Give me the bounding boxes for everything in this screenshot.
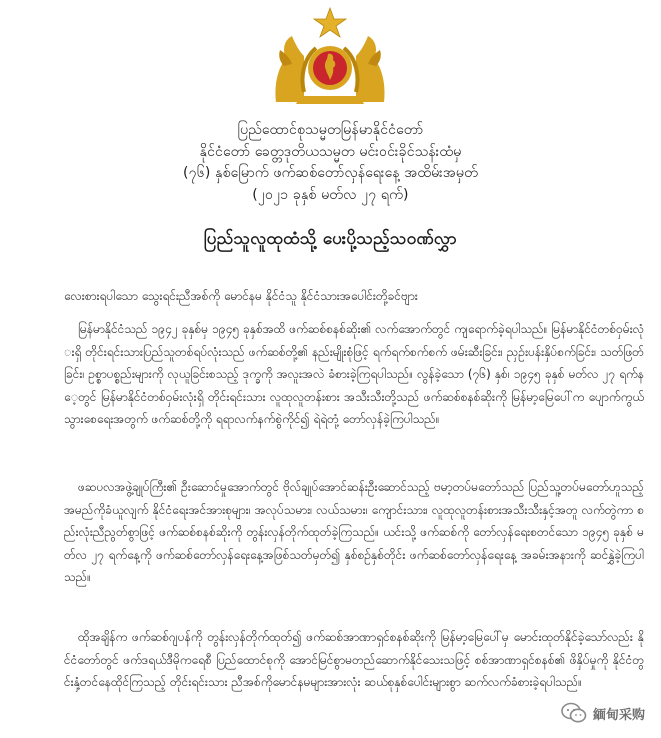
header-block (20, 120, 641, 206)
body-paragraph: မြန်မာနိုင်ငံသည် ၁၉၄၂ ခုနှစ်မှ ၁၉၄၅ ခုနှစ်အထိ ဖက်ဆစ်စနစ်ဆိုး၏ လက်အောက်တွင် ကျရောက်ခဲ့ရပါသည်။ မြန်မာနိုင်ငံတစ်ဝှမ်းလုံးရှိ တိုင်းရင်းသားပြည်သူတစ်ရပ်လုံးသည် ဖက်ဆစ်တို့၏ နည်းမျိုးစုံဖြင့် ရက်ရက်စက်စက် ဖမ်းဆီးခြင်း၊ ညှဉ်းပန်းနှိပ်စက်ခြင်း၊ သတ်ဖြတ်ခြင်း၊ ဥစ္စာပစ္စည်းများကို လုယူခြင်းစသည့် ဒုက္ခကို အလူးအလဲ ခံစားခဲ့ကြရပါသည်။ လွန်ခဲ့သော (၇၆) နှစ်၊ ၁၉၄၅ ခုနှစ် မတ်လ ၂၇ ရက်နေ့တွင် မြန်မာနိုင်ငံတစ်ဝှမ်းလုံးရှိ တိုင်းရင်းသား လူထုလူတန်းစား အသီးသီးတို့သည် ဖက်ဆစ်စနစ်ဆိုးကို မြန်မာ့မြေပေါ်က ပျောက်ကွယ်သွားစေရေးအတွက် ဖက်ဆစ်တို့ကို ရရာလက်နက်စွဲကိုင်၍ ရဲရဲတုံ့ တော်လှန်ခဲ့ကြပါသည်။ (64, 322, 644, 426)
document-title: ပြည်သူလူထုထံသို့ ပေးပို့သည့်သဝဏ်လွှာ (203, 229, 458, 249)
body-paragraph: ဖဆပလအဖွဲ့ချုပ်ကြီး၏ ဦးဆောင်မှုအောက်တွင် ဗိုလ်ချုပ်အောင်ဆန်းဦးဆောင်သည့် ဗမာ့တပ်မတော်သည် ပြည်သူ့တပ်မတော်ဟူသည့် အမည်ကိုခံယူလျက် နိုင်ငံရေးအင်အားစုများ၊ အလုပ်သမား၊ လယ်သမား၊ ကျောင်းသား၊ လူထုလူတန်းစားအသီးသီးနှင့်အတူ လက်တွဲကာ စည်းလုံးညီညွတ်စွာဖြင့် ဖက်ဆစ်စနစ်ဆိုးကို တွန်းလှန်တိုက်ထုတ်ခဲ့ကြသည်။ ယင်းသို့ ဖက်ဆစ်ကို တော်လှန်ရေးစတင်သော ၁၉၄၅ ခုနှစ် မတ်လ ၂၇ ရက်နေ့ကို ဖက်ဆစ်တော်လှန်ရေးနေ့အဖြစ်သတ်မှတ်၍ နှစ်စဉ်နှစ်တိုင်း ဖက်ဆစ်တော်လှန်ရေးနေ့ အခမ်းအနားကို ဆင်နွှဲခဲ့ကြပါသည်။ (64, 480, 644, 584)
salutation: လေးစားရပါသော သွေးရင်းညီအစ်ကို မောင်နမ နိုင်ငံသူ နိုင်ငံသားအပေါင်းတို့ခင်ဗျား (64, 289, 418, 303)
header-line: နိုင်ငံတော် ခေတ္တဒုတိယသမ္မတ မင်းဝင်းခိုင်သန်းထံမှ (199, 143, 462, 160)
header-line: (၂၀၂၁ ခုနှစ် မတ်လ ၂၇ ရက်) (252, 186, 409, 203)
header-line: ပြည်ထောင်စုသမ္မတမြန်မာနိုင်ငံတော် (237, 122, 424, 138)
watermark-text: 緬甸采购 (592, 707, 645, 723)
watermark (557, 700, 649, 726)
emblem-icon (270, 6, 390, 106)
header-line: (၇၆) နှစ်မြောက် ဖက်ဆစ်တော်လှန်ရေးနေ့ အထိမ်းအမှတ် (183, 165, 478, 181)
state-seal-emblem (270, 6, 390, 106)
wechat-icon (561, 702, 587, 724)
body-paragraph: ထိုအချိန်က ဖက်ဆစ်ဂျပန်ကို တွန်းလှန်တိုက်ထုတ်၍ ဖက်ဆစ်အာဏာရှင်စနစ်ဆိုးကို မြန်မာ့မြေပေါ်မှ မောင်းထုတ်နိုင်ခဲ့သော်လည်း နိုင်ငံတော်တွင် ဖက်ဒရယ်ဒီမိုကရေစီ ပြည်ထောင်စုကို အောင်မြင်စွာမတည်ဆောက်နိုင်သေးသဖြင့် စစ်အာဏာရှင်စနစ်၏ ဖိနှိပ်မှုကို နိုင်ငံတွင်းနှံ့တင်နေထိုင်ကြသည့် တိုင်းရင်းသား ညီအစ်ကိုမောင်နမများအားလုံး ဆယ်စုနှစ်ပေါင်းများစွာ ဆက်လက်ခံစားခဲ့ရပါသည်။ (64, 630, 644, 689)
